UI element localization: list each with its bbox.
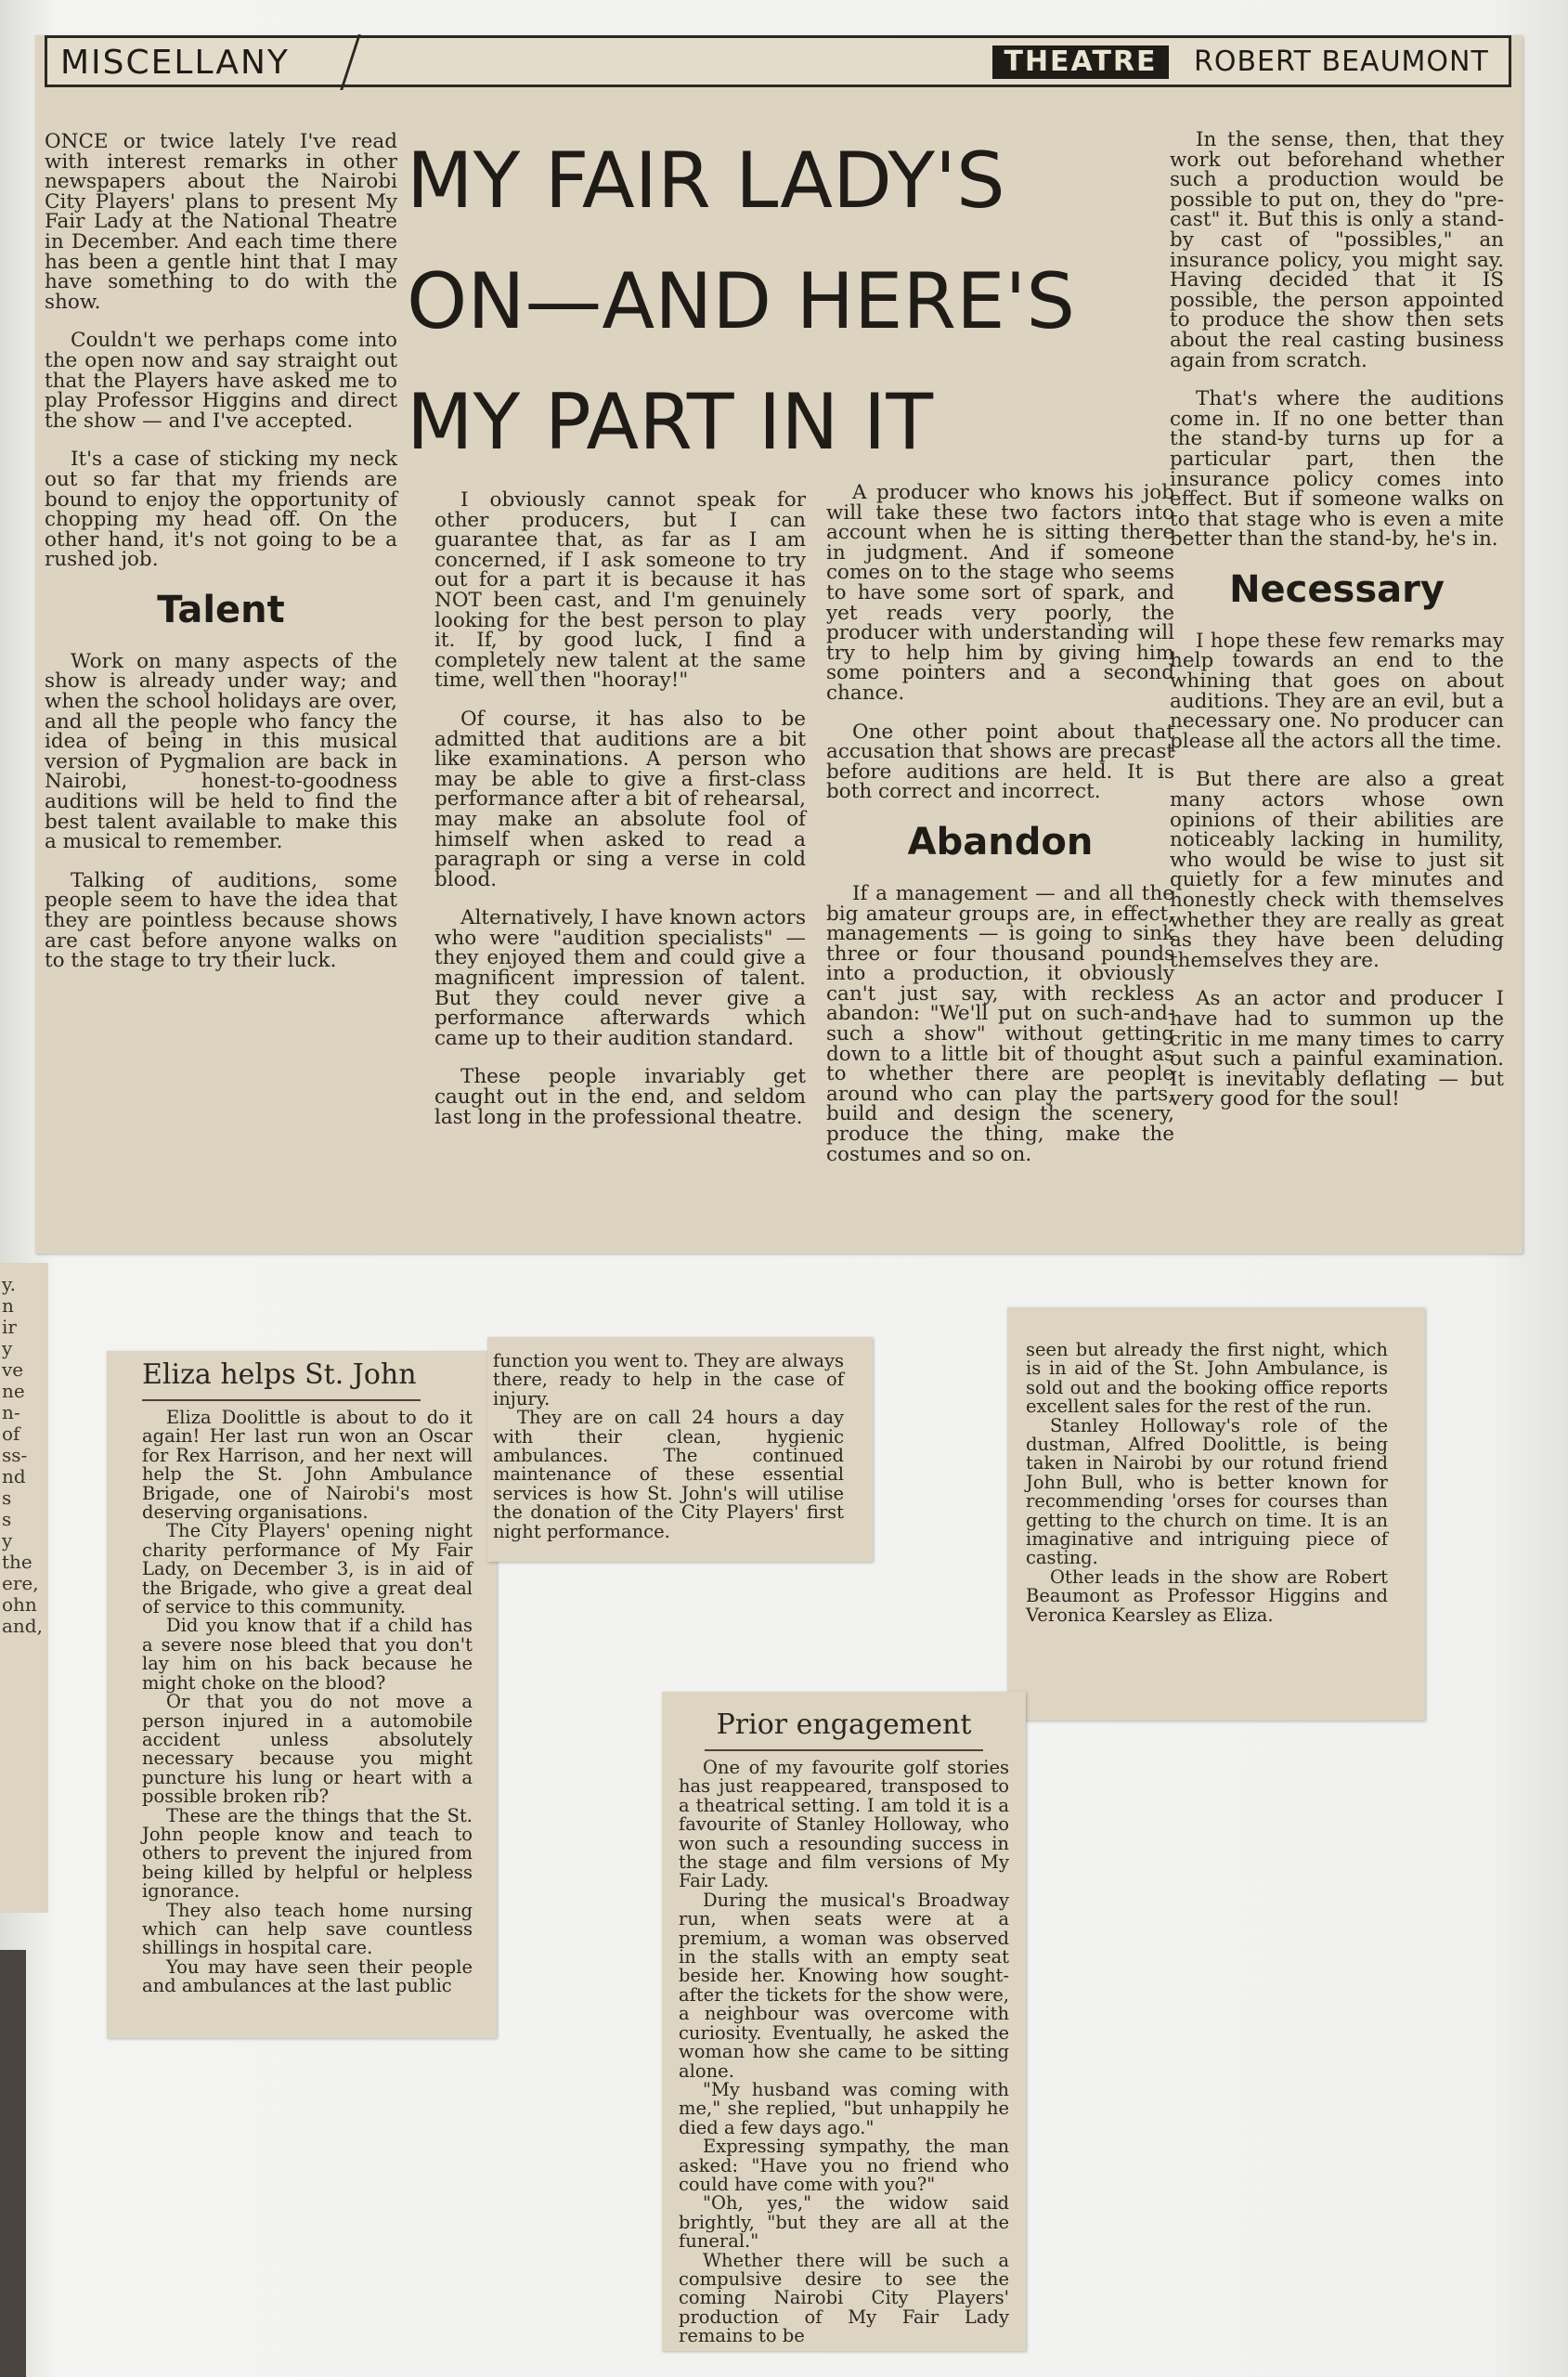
paragraph: It's a case of sticking my neck out so far that my friends are bound to enjoy the opportunity of chopping my head off. On the other hand, it's not going to be a rushed job. (45, 448, 397, 572)
paragraph: Or that you do not move a person injured in a automobile accident unless absolutely necessary because you might puncture his lung or heart with a possible broken rib? (142, 1691, 473, 1808)
prior-engagement-title: Prior engagement (716, 1708, 972, 1741)
paragraph: These people invariably get caught out in the end, and seldom last long in the professional theatre. (434, 1065, 806, 1129)
fragment-line: ere, (2, 1572, 39, 1594)
paragraph: In the sense, then, that they work out beforehand whether such a production would be possible to put on, they do "pre-cast" it. But this is only a stand-by cast of "possibles," an insurance policy, you might say. Having decided that it IS possible, the person appointed to produce the show then sets about the real casting business again from scratch. (1170, 128, 1504, 372)
paragraph: One other point about that accusation that shows are precast before auditions are held. It is both correct and incorrect. (826, 720, 1174, 804)
title-rule (705, 1749, 983, 1751)
paragraph: Stanley Holloway's role of the dustman, Alfred Doolittle, is being taken in Nairobi by our rotund friend John Bull, who is better known for recommending 'orses for courses than getting to the church on time. It is an imaginative and intriguing piece of casting. (1026, 1414, 1388, 1569)
article-column-2 (434, 490, 806, 1146)
article-column-1 (45, 132, 397, 990)
fragment-line: ve (2, 1358, 24, 1381)
paragraph: As an actor and producer I have had to summon up the critic in me many times to carry out such a painful examination. It is inevitably deflating — but very good for the soul! (1170, 987, 1504, 1111)
prior-engagement-column (679, 1707, 1009, 2346)
fragment-line: ne (2, 1380, 25, 1402)
paragraph: Talking of auditions, some people seem to have the idea that they are pointless because shows are cast before anyone walks on to the stage to try their luck. (45, 868, 397, 973)
cast-note-clipping (1007, 1307, 1425, 1721)
fragment-line: y (2, 1337, 13, 1359)
paragraph: Eliza Doolittle is about to do it again! Her last run won an Oscar for Rex Harrison, and her next will help the St. John Ambulance Brigade, one of Nairobi's most deserving organisations. (142, 1407, 473, 1524)
fragment-line: n (2, 1294, 14, 1317)
fragment-line: n- (2, 1401, 20, 1423)
title-rule (142, 1399, 421, 1401)
cast-note-column (1026, 1341, 1388, 1625)
byline: ROBERT BEAUMONT (1194, 45, 1489, 78)
paragraph: Work on many aspects of the show is already under way; and when the school holidays are over, and all the people who fancy the idea of being in this musical version of Pygmalion are back in Nairobi, honest-to-goodness auditions will be held to find the best talent available to make this a musical to remember. (45, 649, 397, 854)
paragraph: "My husband was coming with me," she replied, "but unhappily he died a few days ago." (679, 2078, 1009, 2138)
paragraph: "Oh, yes," the widow said brightly, "but they are all at the funeral." (679, 2192, 1009, 2253)
eliza-title: Eliza helps St. John (142, 1358, 417, 1391)
paragraph: The City Players' opening night charity performance of My Fair Lady, on December 3, is in aid of the Brigade, who give a great deal of service to this community. (142, 1520, 473, 1618)
paragraph: A producer who knows his job will take these two factors into account when he is sitting there in judgment. And if someone comes on to the stage who seems to have some sort of spark, and yet reads very poorly, the producer with understanding will try to help him by giving him some pointers and a second chance. (826, 481, 1174, 705)
headline-line-2: ON—AND HERE'S (407, 256, 1076, 346)
headline-line-1: MY FAIR LADY'S (407, 136, 1005, 226)
paragraph: But there are also a great many actors whose own opinions of their abilities are noticeably lacking in humility, who would be wise to just sit quietly for a few minutes and honestly check with themselves whether they are really as great as they have been deluding themselves they are. (1170, 768, 1504, 972)
paragraph: Of course, it has also to be admitted that auditions are a bit like examinations. A person who may be able to give a first-class performance after a bit of rehearsal, may make an absolute fool of himself when asked to read a paragraph or sing a verse in cold blood. (434, 707, 806, 891)
main-article-clipping (35, 35, 1523, 1253)
left-fragment-text (2, 1274, 43, 1637)
paragraph: function you went to. They are always there, ready to help in the case of injury. (493, 1350, 844, 1409)
eliza-clipping (107, 1351, 497, 2038)
fragment-line: s (2, 1487, 12, 1509)
article-column-4 (1170, 130, 1504, 1128)
paragraph: One of my favourite golf stories has just reappeared, transposed to a theatrical setting. I am told it is a favourite of Stanley Holloway, who won such a resounding success in the stage and film versions of My Fair Lady. (679, 1757, 1009, 1892)
subheading-necessary: Necessary (1229, 567, 1445, 611)
paragraph: Whether there will be such a compulsive desire to see the coming Nairobi City Players' production of My Fair Lady remains to be (679, 2249, 1009, 2347)
section-label: MISCELLANY (60, 44, 290, 82)
paragraph: seen but already the first night, which is in aid of the St. John Ambulance, is sold out and the booking office reports excellent sales for the rest of the run. (1026, 1339, 1388, 1418)
fragment-line: ir (2, 1316, 17, 1338)
paragraph: Expressing sympathy, the man asked: "Have you no friend who could have come with you?" (679, 2136, 1009, 2195)
left-fragment-clipping (0, 1263, 48, 1913)
paragraph: That's where the auditions come in. If no one better than the stand-by turns up for a particular part, then the insurance policy comes into effect. But if someone walks on to that stage who is even a mite better than the stand-by, he's in. (1170, 387, 1504, 552)
fragment-line: s (2, 1508, 12, 1530)
paragraph: Did you know that if a child has a severe nose bleed that you don't lay him on his back because he might choke on the blood? (142, 1615, 473, 1694)
eliza-continuation-column (493, 1352, 844, 1541)
fragment-line: ss- (2, 1444, 28, 1466)
fragment-line: nd (2, 1465, 26, 1487)
eliza-continuation-clipping (487, 1337, 873, 1562)
paragraph: These are the things that the St. John people know and teach to others to prevent the injured from being killed by helpful or helpless ignorance. (142, 1804, 473, 1903)
paragraph: ONCE or twice lately I've read with interest remarks in other newspapers about the Nairobi City Players' plans to present My Fair Lady at the National Theatre in December. And each time there has been a gentle hint that I may have something to do with the show. (45, 130, 397, 314)
fragment-line: of (2, 1422, 20, 1445)
headline (407, 121, 1149, 483)
eliza-column (142, 1357, 473, 1996)
header-slash-divider (340, 34, 360, 90)
prior-engagement-clipping (662, 1692, 1026, 2351)
paragraph: I obviously cannot speak for other producers, but I can guarantee that, as far as I am concerned, if I ask someone to try out for a part it is because it has NOT been cast, and I'm genuinely looking for the best person to play it. If, by good luck, I find a completely new talent at the same time, well then "hooray!" (434, 488, 806, 693)
fragment-line: y (2, 1529, 13, 1552)
paragraph: You may have seen their people and ambulances at the last public (142, 1955, 473, 1997)
theatre-tag: THEATRE (992, 45, 1169, 79)
article-column-3 (826, 483, 1174, 1183)
paragraph: If a management — and all the big amateur groups are, in effect, managements — is going to sink three or four thousand pounds into a production, it obviously can't just say, with reckless abandon: "We'll put on such-and-such a show" without getting down to a little bit of thought as to whether there are people around who can play the parts, build and design the scenery, produce the thing, make the costumes and so on. (826, 881, 1174, 1166)
paragraph: Alternatively, I have known actors who were "audition specialists" — they enjoyed them and could give a magnificent impression of talent. But they could never give a performance afterwards which came up to their audition standard. (434, 906, 806, 1050)
paragraph: They also teach home nursing which can help save countless shillings in hospital care. (142, 1899, 473, 1959)
paragraph: Couldn't we perhaps come into the open now and say straight out that the Players have asked me to play Professor Higgins and direct the show — and I've accepted. (45, 329, 397, 433)
paragraph: During the musical's Broadway run, when seats were at a premium, a woman was observed in the stalls with an empty seat beside her. Knowing how sought-after the tickets for the show were, a neighbour was overcome with curiosity. Eventually, he asked the woman how she came to be sitting alone. (679, 1889, 1009, 2082)
fragment-line: the (2, 1551, 32, 1573)
section-header-bar (45, 35, 1511, 87)
left-dark-fragment (0, 1950, 26, 2377)
fragment-line: ohn (2, 1593, 37, 1616)
subheading-abandon: Abandon (907, 820, 1094, 864)
headline-line-3: MY PART IN IT (407, 377, 934, 467)
paragraph: They are on call 24 hours a day with their clean, hygienic ambulances. The continued maintenance of these essential services is how St. John's will utilise the donation of the City Players' first night performance. (493, 1407, 844, 1542)
fragment-line: and, (2, 1615, 43, 1637)
subheading-talent: Talent (157, 588, 285, 631)
paragraph: Other leads in the show are Robert Beaumont as Professor Higgins and Veronica Kearsley as Eliza. (1026, 1565, 1388, 1626)
fragment-line: y. (2, 1273, 16, 1295)
paragraph: I hope these few remarks may help towards an end to the whining that goes on about auditions. They are an evil, but a necessary one. No producer can please all the actors all the time. (1170, 629, 1504, 753)
